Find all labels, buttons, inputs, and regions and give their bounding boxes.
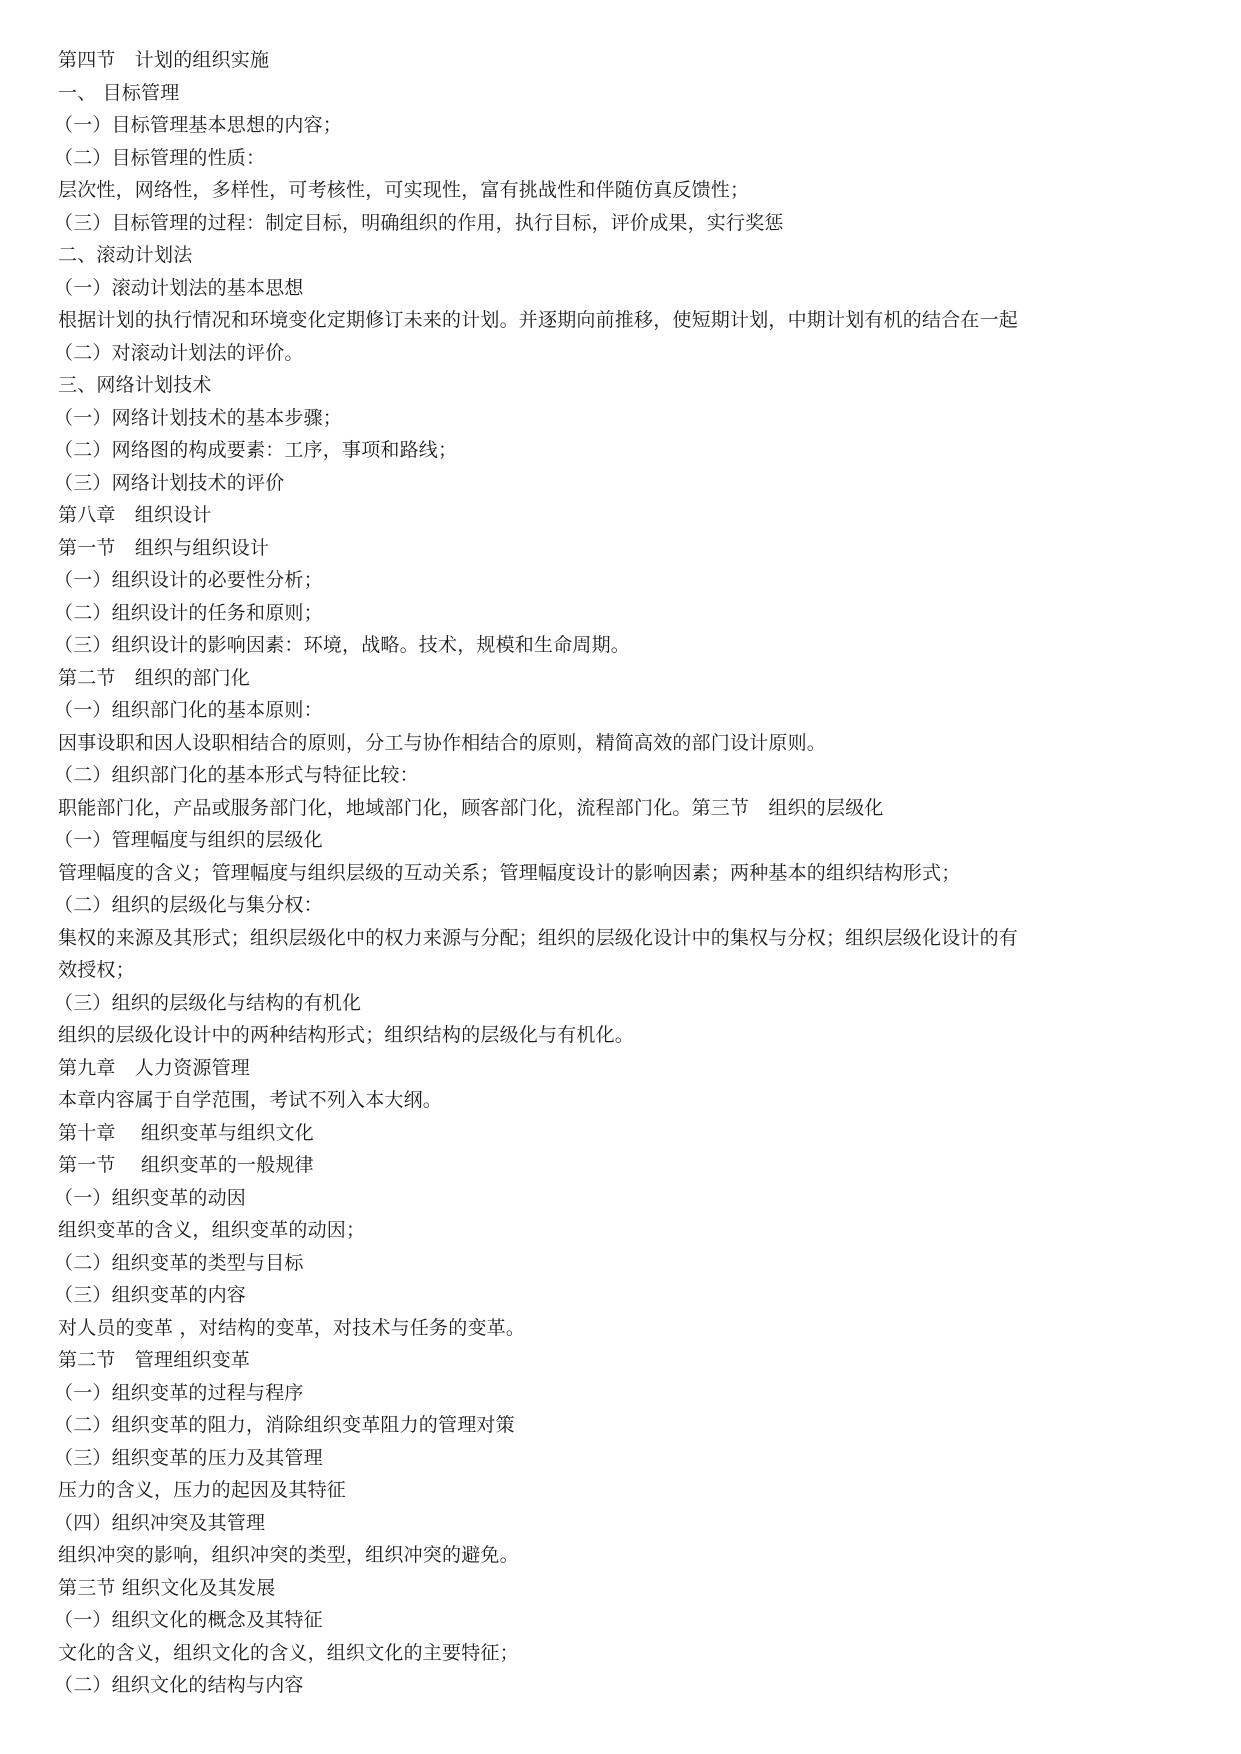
- text-line: （三）组织变革的内容: [54, 1284, 247, 1306]
- text-line: （二）组织设计的任务和原则；: [54, 601, 323, 624]
- text-line: （二）组织部门化的基本形式与特征比较：: [54, 764, 419, 786]
- text-line: 第一节 组织与组织设计: [58, 536, 270, 559]
- text-line: （二）组织文化的结构与内容: [54, 1674, 304, 1696]
- text-line: 对人员的变革 ，对结构的变革，对技术与任务的变革。: [58, 1316, 526, 1339]
- text-line: （一）组织变革的动因: [54, 1186, 247, 1209]
- text-line: 组织变革的含义，组织变革的动因；: [58, 1219, 366, 1241]
- document-body: [54, 44, 1188, 1702]
- text-line: （三）组织设计的影响因素：环境，战略。技术，规模和生命周期。: [54, 634, 631, 656]
- text-line: 第一节 组织变革的一般规律: [58, 1154, 314, 1176]
- text-line: 第三节 组织文化及其发展: [58, 1576, 276, 1599]
- text-line: 组织冲突的影响，组织冲突的类型，组织冲突的避免。: [58, 1544, 519, 1566]
- text-line: （一）组织变革的过程与程序: [54, 1381, 304, 1404]
- text-line: （二）组织变革的类型与目标: [54, 1251, 304, 1274]
- text-line: （二）网络图的构成要素：工序，事项和路线；: [54, 439, 458, 461]
- text-line: （一）网络计划技术的基本步骤；: [54, 406, 343, 429]
- text-line: 三、网络计划技术: [58, 374, 212, 396]
- text-line: 层次性，网络性，多样性，可考核性，可实现性，富有挑战性和伴随仿真反馈性；: [58, 179, 750, 201]
- text-line: 第二节 组织的部门化: [58, 666, 251, 689]
- text-line: （三）组织的层级化与结构的有机化: [54, 991, 362, 1014]
- text-line: （三）网络计划技术的评价: [54, 471, 285, 494]
- text-line: 效授权；: [58, 959, 135, 981]
- text-line: （四）组织冲突及其管理: [54, 1511, 266, 1534]
- text-line: 管理幅度的含义；管理幅度与组织层级的互动关系；管理幅度设计的影响因素；两种基本的组织结构形式；: [58, 861, 961, 884]
- text-line: 文化的含义，组织文化的含义，组织文化的主要特征；: [58, 1641, 519, 1664]
- text-line: （一）组织部门化的基本原则：: [54, 699, 323, 721]
- text-line: 本章内容属于自学范围，考试不列入本大纲。: [58, 1089, 443, 1111]
- text-line: 因事设职和因人设职相结合的原则，分工与协作相结合的原则，精简高效的部门设计原则。: [58, 731, 827, 754]
- text-line: （三）目标管理的过程：制定目标，明确组织的作用，执行目标，评价成果，实行奖惩: [54, 211, 784, 234]
- text-line: （一）滚动计划法的基本思想: [54, 276, 304, 299]
- text-line: 第十章 组织变革与组织文化: [58, 1121, 314, 1144]
- text-line: 一、 目标管理: [58, 81, 180, 104]
- text-line: 职能部门化，产品或服务部门化，地域部门化，顾客部门化，流程部门化。第三节 组织的层级化: [58, 796, 884, 819]
- text-line: （一）组织文化的概念及其特征: [54, 1609, 323, 1631]
- text-line: 第九章 人力资源管理: [58, 1056, 251, 1079]
- text-line: 二、滚动计划法: [58, 244, 193, 266]
- text-line: 集权的来源及其形式；组织层级化中的权力来源与分配；组织的层级化设计中的集权与分权；组织层级化设计的有: [58, 926, 1019, 949]
- text-line: 组织的层级化设计中的两种结构形式；组织结构的层级化与有机化。: [58, 1024, 635, 1046]
- text-line: 第八章 组织设计: [58, 504, 212, 526]
- text-line: （一）管理幅度与组织的层级化: [54, 829, 323, 851]
- text-line: （二）目标管理的性质：: [54, 146, 266, 169]
- text-line: （一）组织设计的必要性分析；: [54, 569, 323, 591]
- text-line: 第二节 管理组织变革: [58, 1349, 251, 1371]
- text-line: （二）组织变革的阻力，消除组织变革阻力的管理对策: [54, 1414, 515, 1436]
- text-line: 第四节 计划的组织实施: [58, 49, 270, 71]
- text-line: （二）对滚动计划法的评价。: [54, 341, 304, 364]
- text-line: （三）组织变革的压力及其管理: [54, 1446, 323, 1469]
- text-line: （一）目标管理基本思想的内容；: [54, 114, 343, 136]
- text-line: 根据计划的执行情况和环境变化定期修订未来的计划。并逐期向前推移，使短期计划，中期计划有机的结合在一起: [58, 309, 1019, 331]
- text-line: 压力的含义，压力的起因及其特征: [58, 1479, 347, 1501]
- text-line: （二）组织的层级化与集分权：: [54, 894, 323, 916]
